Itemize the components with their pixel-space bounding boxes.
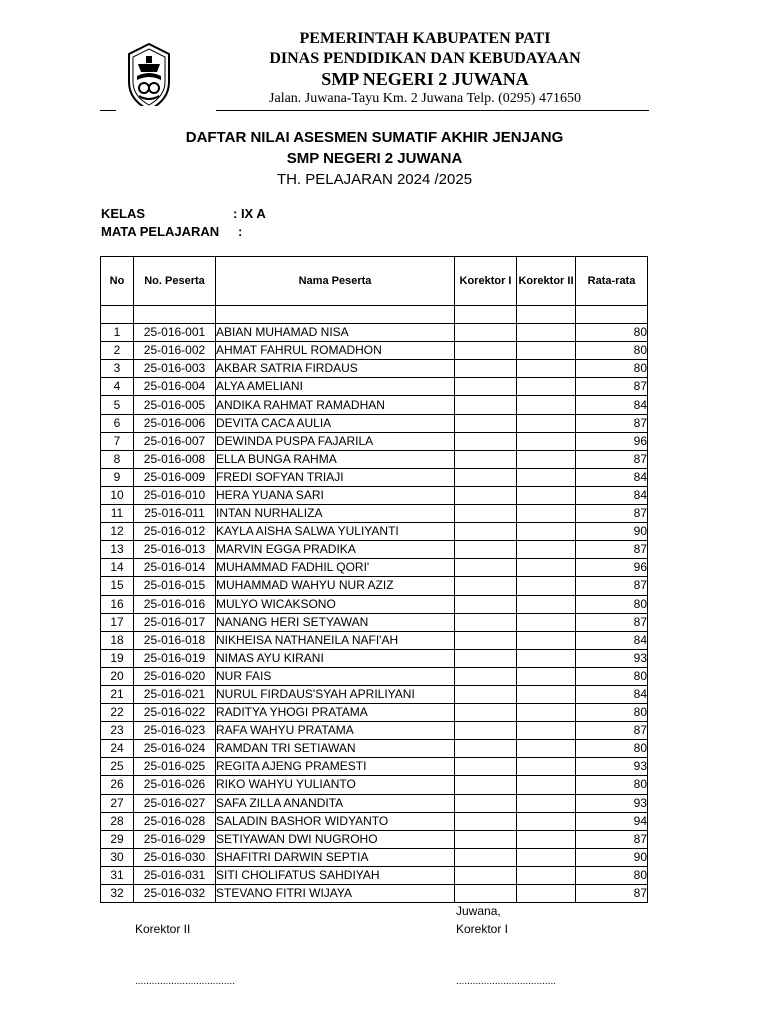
cell-korektor-2 — [517, 848, 576, 866]
col-header-average: Rata-rata — [576, 257, 648, 306]
cell-korektor-2 — [517, 649, 576, 667]
cell-participant-name: MULYO WICAKSONO — [216, 595, 455, 613]
cell-participant-name: REGITA AJENG PRAMESTI — [216, 758, 455, 776]
cell-korektor-2 — [517, 324, 576, 342]
cell-korektor-1 — [455, 450, 517, 468]
cell-korektor-1 — [455, 667, 517, 685]
table-row — [101, 613, 648, 631]
cell-participant-name: SAFA ZILLA ANANDITA — [216, 794, 455, 812]
cell-no: 30 — [101, 848, 134, 866]
table-row — [101, 848, 648, 866]
cell-korektor-1 — [455, 613, 517, 631]
cell-participant-id: 25-016-017 — [134, 613, 216, 631]
cell-no: 7 — [101, 432, 134, 450]
cell-korektor-2 — [517, 414, 576, 432]
table-row — [101, 685, 648, 703]
cell-participant-name: SETIYAWAN DWI NUGROHO — [216, 830, 455, 848]
cell-no: 4 — [101, 378, 134, 396]
col-header-korektor-1: Korektor I — [455, 257, 517, 306]
table-row — [101, 541, 648, 559]
cell-no: 31 — [101, 866, 134, 884]
cell-participant-name: NANANG HERI SETYAWAN — [216, 613, 455, 631]
cell-participant-id: 25-016-031 — [134, 866, 216, 884]
cell-average: 87 — [576, 577, 648, 595]
cell-average: 90 — [576, 848, 648, 866]
document-year: TH. PELAJARAN 2024 /2025 — [276, 171, 473, 188]
cell-korektor-1 — [455, 685, 517, 703]
cell-no: 1 — [101, 324, 134, 342]
cell-korektor-1 — [455, 396, 517, 414]
cell-participant-name: RAFA WAHYU PRATAMA — [216, 722, 455, 740]
cell-participant-id: 25-016-008 — [134, 450, 216, 468]
cell-korektor-1 — [455, 631, 517, 649]
cell-participant-id: 25-016-019 — [134, 649, 216, 667]
cell-participant-id: 25-016-023 — [134, 722, 216, 740]
cell-korektor-2 — [517, 559, 576, 577]
cell-no: 26 — [101, 776, 134, 794]
cell-korektor-1 — [455, 758, 517, 776]
header-gap-row — [101, 306, 648, 324]
cell-participant-name: MUHAMMAD FADHIL QORI' — [216, 559, 455, 577]
cell-no: 28 — [101, 812, 134, 830]
cell-korektor-1 — [455, 848, 517, 866]
cell-participant-name: DEVITA CACA AULIA — [216, 414, 455, 432]
signature-left-line: .................................... — [135, 976, 236, 987]
cell-korektor-2 — [517, 830, 576, 848]
cell-participant-id: 25-016-014 — [134, 559, 216, 577]
table-row — [101, 885, 648, 903]
cell-average: 93 — [576, 794, 648, 812]
table-row — [101, 649, 648, 667]
cell-participant-id: 25-016-002 — [134, 342, 216, 360]
cell-participant-name: NUR FAIS — [216, 667, 455, 685]
cell-no: 19 — [101, 649, 134, 667]
cell-participant-id: 25-016-021 — [134, 685, 216, 703]
cell-average: 84 — [576, 468, 648, 486]
cell-average: 94 — [576, 812, 648, 830]
cell-participant-name: SALADIN BASHOR WIDYANTO — [216, 812, 455, 830]
document-title: DAFTAR NILAI ASESMEN SUMATIF AKHIR JENJANG — [185, 129, 564, 146]
cell-average: 84 — [576, 486, 648, 504]
table-row — [101, 776, 648, 794]
cell-no: 11 — [101, 505, 134, 523]
document-school: SMP NEGERI 2 JUWANA — [286, 150, 463, 167]
cell-average: 80 — [576, 360, 648, 378]
cell-korektor-1 — [455, 505, 517, 523]
cell-participant-id: 25-016-004 — [134, 378, 216, 396]
cell-korektor-2 — [517, 704, 576, 722]
table-row — [101, 667, 648, 685]
cell-no: 17 — [101, 613, 134, 631]
cell-participant-name: SHAFITRI DARWIN SEPTIA — [216, 848, 455, 866]
cell-participant-name: NIMAS AYU KIRANI — [216, 649, 455, 667]
cell-participant-name: DEWINDA PUSPA FAJARILA — [216, 432, 455, 450]
cell-no: 23 — [101, 722, 134, 740]
cell-korektor-1 — [455, 414, 517, 432]
cell-korektor-1 — [455, 360, 517, 378]
cell-participant-id: 25-016-016 — [134, 595, 216, 613]
table-header-row — [101, 257, 648, 306]
cell-korektor-1 — [455, 559, 517, 577]
cell-korektor-2 — [517, 812, 576, 830]
cell-korektor-2 — [517, 776, 576, 794]
col-header-no: No — [101, 257, 134, 306]
cell-participant-id: 25-016-009 — [134, 468, 216, 486]
cell-average: 80 — [576, 342, 648, 360]
cell-no: 13 — [101, 541, 134, 559]
cell-participant-id: 25-016-007 — [134, 432, 216, 450]
cell-participant-id: 25-016-005 — [134, 396, 216, 414]
cell-participant-id: 25-016-030 — [134, 848, 216, 866]
cell-participant-name: ABIAN MUHAMAD NISA — [216, 324, 455, 342]
cell-average: 87 — [576, 378, 648, 396]
header-divider-gap — [116, 106, 216, 114]
cell-average: 87 — [576, 830, 648, 848]
cell-korektor-2 — [517, 740, 576, 758]
grades-table — [100, 256, 648, 903]
cell-korektor-2 — [517, 577, 576, 595]
cell-korektor-1 — [455, 704, 517, 722]
header-government: PEMERINTAH KABUPATEN PATI — [299, 30, 551, 47]
cell-participant-name: SITI CHOLIFATUS SAHDIYAH — [216, 866, 455, 884]
cell-korektor-1 — [455, 722, 517, 740]
cell-average: 96 — [576, 432, 648, 450]
cell-korektor-2 — [517, 505, 576, 523]
table-row — [101, 378, 648, 396]
cell-participant-name: RADITYA YHOGI PRATAMA — [216, 704, 455, 722]
cell-average: 87 — [576, 613, 648, 631]
cell-participant-name: ALYA AMELIANI — [216, 378, 455, 396]
cell-no: 3 — [101, 360, 134, 378]
cell-participant-name: NURUL FIRDAUS'SYAH APRILIYANI — [216, 685, 455, 703]
signature-place: Juwana, — [456, 904, 501, 918]
cell-average: 93 — [576, 649, 648, 667]
cell-korektor-1 — [455, 523, 517, 541]
cell-participant-id: 25-016-027 — [134, 794, 216, 812]
cell-korektor-1 — [455, 378, 517, 396]
cell-average: 87 — [576, 541, 648, 559]
cell-korektor-1 — [455, 812, 517, 830]
cell-participant-id: 25-016-029 — [134, 830, 216, 848]
cell-participant-id: 25-016-001 — [134, 324, 216, 342]
cell-average: 87 — [576, 722, 648, 740]
cell-korektor-2 — [517, 685, 576, 703]
cell-participant-name: KAYLA AISHA SALWA YULIYANTI — [216, 523, 455, 541]
table-row — [101, 595, 648, 613]
cell-average: 84 — [576, 631, 648, 649]
cell-no: 22 — [101, 704, 134, 722]
cell-average: 80 — [576, 740, 648, 758]
cell-participant-id: 25-016-013 — [134, 541, 216, 559]
cell-korektor-1 — [455, 342, 517, 360]
cell-korektor-2 — [517, 486, 576, 504]
cell-no: 10 — [101, 486, 134, 504]
cell-average: 87 — [576, 505, 648, 523]
table-row — [101, 830, 648, 848]
table-body — [101, 306, 648, 903]
cell-korektor-2 — [517, 631, 576, 649]
table-row — [101, 722, 648, 740]
cell-no: 8 — [101, 450, 134, 468]
cell-participant-name: NIKHEISA NATHANEILA NAFI'AH — [216, 631, 455, 649]
cell-participant-id: 25-016-010 — [134, 486, 216, 504]
cell-no: 12 — [101, 523, 134, 541]
cell-average: 87 — [576, 414, 648, 432]
table-row — [101, 812, 648, 830]
cell-korektor-2 — [517, 432, 576, 450]
mapel-label: MATA PELAJARAN — [101, 224, 220, 239]
table-row — [101, 324, 648, 342]
cell-korektor-1 — [455, 468, 517, 486]
cell-participant-id: 25-016-015 — [134, 577, 216, 595]
col-header-name: Nama Peserta — [216, 257, 455, 306]
cell-participant-id: 25-016-012 — [134, 523, 216, 541]
cell-korektor-1 — [455, 432, 517, 450]
cell-average: 87 — [576, 450, 648, 468]
cell-participant-name: AHMAT FAHRUL ROMADHON — [216, 342, 455, 360]
cell-participant-id: 25-016-022 — [134, 704, 216, 722]
cell-participant-id: 25-016-006 — [134, 414, 216, 432]
cell-participant-name: RIKO WAHYU YULIANTO — [216, 776, 455, 794]
col-header-id: No. Peserta — [134, 257, 216, 306]
cell-korektor-2 — [517, 794, 576, 812]
cell-no: 24 — [101, 740, 134, 758]
cell-no: 25 — [101, 758, 134, 776]
cell-participant-name: HERA YUANA SARI — [216, 486, 455, 504]
table-row — [101, 523, 648, 541]
cell-korektor-1 — [455, 595, 517, 613]
cell-korektor-2 — [517, 866, 576, 884]
table-row — [101, 740, 648, 758]
cell-korektor-1 — [455, 541, 517, 559]
col-header-korektor-2: Korektor II — [517, 257, 576, 306]
table-row — [101, 631, 648, 649]
cell-no: 18 — [101, 631, 134, 649]
cell-participant-id: 25-016-018 — [134, 631, 216, 649]
table-row — [101, 794, 648, 812]
cell-participant-id: 25-016-026 — [134, 776, 216, 794]
cell-average: 80 — [576, 324, 648, 342]
kelas-value: : IX A — [233, 206, 266, 221]
signature-right-line: .................................... — [456, 976, 557, 987]
cell-korektor-2 — [517, 885, 576, 903]
cell-participant-name: STEVANO FITRI WIJAYA — [216, 885, 455, 903]
cell-korektor-1 — [455, 740, 517, 758]
cell-korektor-2 — [517, 541, 576, 559]
table-row — [101, 505, 648, 523]
header-address: Jalan. Juwana-Tayu Km. 2 Juwana Telp. (0295) 471650 — [269, 91, 581, 106]
cell-participant-name: ANDIKA RAHMAT RAMADHAN — [216, 396, 455, 414]
signature-right-title: Korektor I — [456, 922, 509, 936]
pati-regency-crest-icon — [124, 42, 174, 112]
cell-no: 2 — [101, 342, 134, 360]
cell-participant-id: 25-016-032 — [134, 885, 216, 903]
table-row — [101, 468, 648, 486]
cell-korektor-2 — [517, 595, 576, 613]
cell-average: 80 — [576, 704, 648, 722]
cell-average: 80 — [576, 866, 648, 884]
header-department: DINAS PENDIDIKAN DAN KEBUDAYAAN — [269, 50, 581, 67]
cell-korektor-2 — [517, 396, 576, 414]
cell-korektor-2 — [517, 667, 576, 685]
cell-participant-id: 25-016-020 — [134, 667, 216, 685]
table-row — [101, 414, 648, 432]
cell-korektor-1 — [455, 830, 517, 848]
cell-korektor-1 — [455, 776, 517, 794]
cell-participant-id: 25-016-024 — [134, 740, 216, 758]
cell-participant-id: 25-016-028 — [134, 812, 216, 830]
table-row — [101, 342, 648, 360]
cell-average: 84 — [576, 685, 648, 703]
table-row — [101, 704, 648, 722]
cell-no: 9 — [101, 468, 134, 486]
header-school: SMP NEGERI 2 JUWANA — [321, 69, 529, 89]
cell-no: 15 — [101, 577, 134, 595]
cell-korektor-2 — [517, 613, 576, 631]
cell-korektor-1 — [455, 577, 517, 595]
cell-korektor-1 — [455, 324, 517, 342]
signature-left-title: Korektor II — [135, 922, 191, 936]
cell-participant-name: MUHAMMAD WAHYU NUR AZIZ — [216, 577, 455, 595]
cell-average: 96 — [576, 559, 648, 577]
table-row — [101, 577, 648, 595]
cell-average: 87 — [576, 885, 648, 903]
cell-participant-id: 25-016-003 — [134, 360, 216, 378]
kelas-label: KELAS — [101, 206, 146, 221]
cell-participant-name: ELLA BUNGA RAHMA — [216, 450, 455, 468]
cell-korektor-1 — [455, 866, 517, 884]
cell-participant-name: AKBAR SATRIA FIRDAUS — [216, 360, 455, 378]
cell-korektor-2 — [517, 342, 576, 360]
cell-korektor-2 — [517, 523, 576, 541]
cell-average: 80 — [576, 776, 648, 794]
cell-korektor-2 — [517, 360, 576, 378]
cell-participant-id: 25-016-025 — [134, 758, 216, 776]
table-row — [101, 396, 648, 414]
mapel-value: : — [238, 224, 243, 239]
cell-no: 20 — [101, 667, 134, 685]
cell-participant-name: FREDI SOFYAN TRIAJI — [216, 468, 455, 486]
cell-no: 32 — [101, 885, 134, 903]
cell-participant-id: 25-016-011 — [134, 505, 216, 523]
cell-korektor-2 — [517, 468, 576, 486]
cell-no: 6 — [101, 414, 134, 432]
cell-average: 93 — [576, 758, 648, 776]
cell-no: 14 — [101, 559, 134, 577]
cell-korektor-2 — [517, 758, 576, 776]
table-row — [101, 360, 648, 378]
cell-average: 80 — [576, 595, 648, 613]
cell-no: 5 — [101, 396, 134, 414]
cell-korektor-2 — [517, 378, 576, 396]
cell-korektor-2 — [517, 722, 576, 740]
cell-average: 80 — [576, 667, 648, 685]
cell-korektor-1 — [455, 885, 517, 903]
cell-participant-name: RAMDAN TRI SETIAWAN — [216, 740, 455, 758]
cell-no: 27 — [101, 794, 134, 812]
cell-participant-name: MARVIN EGGA PRADIKA — [216, 541, 455, 559]
table-row — [101, 866, 648, 884]
cell-participant-name: INTAN NURHALIZA — [216, 505, 455, 523]
cell-korektor-1 — [455, 649, 517, 667]
table-row — [101, 559, 648, 577]
table-row — [101, 432, 648, 450]
cell-no: 29 — [101, 830, 134, 848]
cell-korektor-1 — [455, 486, 517, 504]
cell-korektor-1 — [455, 794, 517, 812]
table-row — [101, 450, 648, 468]
table-row — [101, 486, 648, 504]
table-row — [101, 758, 648, 776]
cell-korektor-2 — [517, 450, 576, 468]
cell-average: 84 — [576, 396, 648, 414]
cell-no: 21 — [101, 685, 134, 703]
cell-no: 16 — [101, 595, 134, 613]
cell-average: 90 — [576, 523, 648, 541]
